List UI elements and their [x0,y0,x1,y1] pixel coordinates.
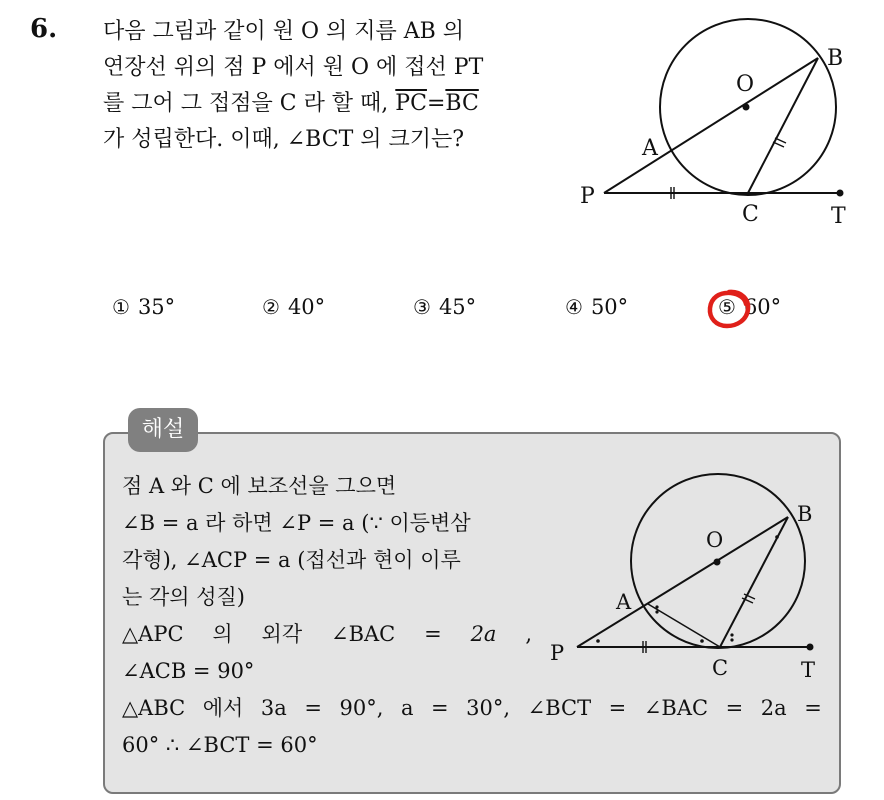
angle-dot-a-1 [655,605,658,608]
label-b: B [827,46,844,71]
solution-line-1: 점 A 와 C 에 보조선을 그으면 [122,474,397,498]
tick-bc-2 [773,142,784,147]
red-circle-mark [710,292,748,326]
label-o: O [736,72,755,97]
solution-label-a: A [616,590,632,614]
solution-label-p: P [550,641,565,665]
solution-label-o: O [706,528,724,552]
tick-bc-1 [775,138,786,143]
choice-4-mark: ④ [565,295,583,319]
solution-line-5: △APC 의 외각 ∠BAC = 2a , [122,622,532,646]
center-point [743,104,750,111]
segment-bc: $\overline{BC}$ [445,91,479,116]
solution-line-8: 60° ∴ ∠BCT = 60° [122,733,318,757]
choice-2-value: 40° [287,295,326,319]
solution-line-2: ∠B = a 라 하면 ∠P = a (∵ 이등변삼 [122,511,471,535]
angle-dot-b [775,535,779,539]
choice-3-value: 45° [438,295,477,319]
solution-figure [540,470,840,685]
choice-5-value: 60° [743,295,782,319]
question-figure [560,0,884,240]
choice-3-mark: ③ [413,295,431,319]
choice-1-mark: ① [112,295,130,319]
label-t: T [831,204,846,229]
solution-line-pb [577,517,788,647]
solution-label-c: C [712,656,729,680]
solution-tab: 해설 [128,408,198,452]
choice-2[interactable] [262,295,325,319]
angle-dot-p [596,639,600,643]
question-number: 6. [30,14,58,44]
choice-4-value: 50° [590,295,629,319]
label-a: A [642,136,658,161]
choice-3[interactable] [413,295,476,319]
angle-dot-c-1 [730,633,733,636]
angle-dot-acp [700,639,704,643]
solution-line-7: △ABC 에서 3a = 90°, a = 30°, ∠BCT = ∠BAC = 2a = [122,696,822,720]
segment-pc: $\overline{PC}$ [395,91,427,116]
solution-label-b: B [797,502,813,526]
selected-answer-circle [704,286,754,332]
solution-line-3: 각형), ∠ACP = a (접선과 현이 이루 [122,548,461,572]
solution-line-4: 는 각의 성질) [122,585,245,609]
line-pb [604,58,818,193]
label-c: C [742,202,759,227]
choice-4[interactable] [565,295,628,319]
solution-label-t: T [801,658,816,682]
choice-5-mark: ⑤ [718,295,736,319]
choice-2-mark: ② [262,295,280,319]
label-p: P [580,184,595,209]
solution-line-6: ∠ACB = 90° [122,659,255,683]
question-line-2: 연장선 위의 점 P 에서 원 O 에 접선 PT [103,55,484,80]
solution-center-point [714,559,721,566]
question-line-3: 를 그어 그 접점을 C 라 할 때, $\overline{PC}=\overline{BC}$ [103,91,479,116]
point-t [837,190,844,197]
question-text [103,14,563,158]
solution-point-t [807,644,814,651]
question-line-4: 가 성립한다. 이때, ∠BCT 의 크기는? [103,127,465,152]
angle-dot-c-2 [730,638,733,641]
choice-1-value: 35° [137,295,176,319]
question-line-1: 다음 그림과 같이 원 O 의 지름 AB 의 [103,19,465,44]
choice-1[interactable] [112,295,175,319]
angle-dot-a-2 [655,610,658,613]
